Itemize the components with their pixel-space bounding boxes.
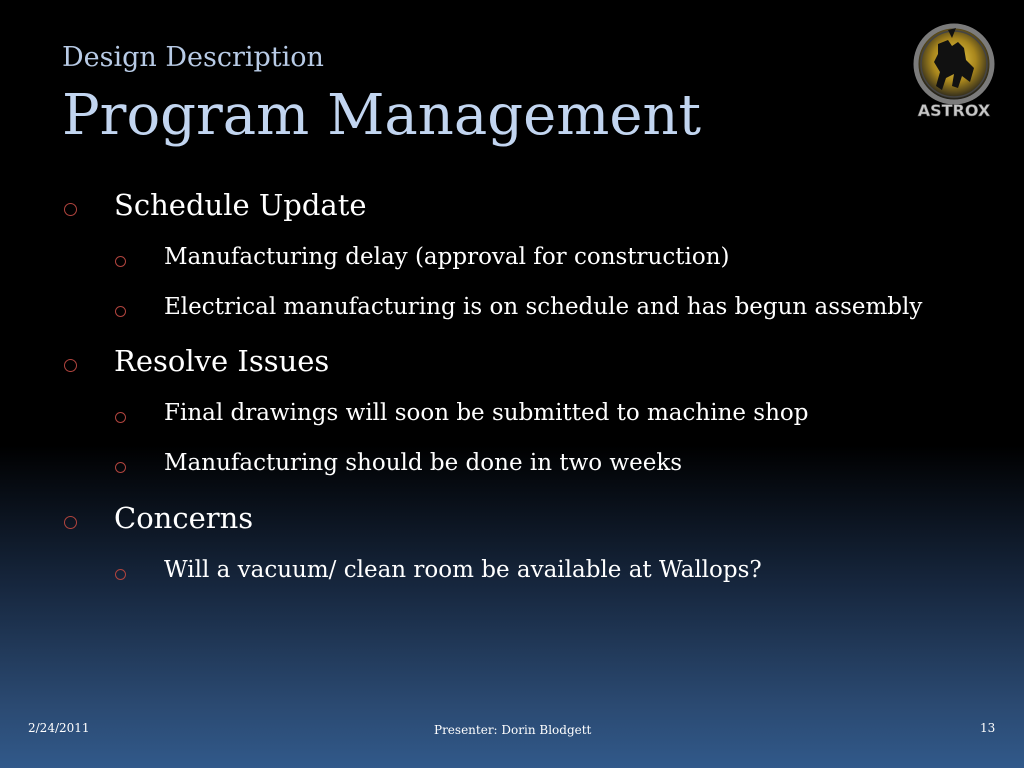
slide-title: Program Management [62,83,702,148]
slide-subtitle: Design Description [62,42,324,73]
sub-bullet-item: Final drawings will soon be submitted to machine shop [164,400,809,426]
bullet-item: Concerns [114,501,254,535]
sub-bullet-marker [115,256,126,267]
bullet-marker [64,203,77,216]
sub-bullet-marker [115,412,126,423]
footer-presenter: Presenter: Dorin Blodgett [434,723,592,737]
footer-date: 2/24/2011 [28,721,90,735]
bullet-marker [64,516,77,529]
logo-text: ASTROX [917,101,991,120]
sub-bullet-marker [115,462,126,473]
footer-page-number: 13 [980,721,996,735]
bullet-item: Resolve Issues [114,344,330,378]
bullet-item: Schedule Update [114,188,367,222]
sub-bullet-item: Manufacturing delay (approval for construction) [164,244,730,270]
bullet-marker [64,359,77,372]
sub-bullet-marker [115,306,126,317]
sub-bullet-item: Manufacturing should be done in two weeks [164,450,683,476]
sub-bullet-item: Electrical manufacturing is on schedule and has begun assembly [164,294,923,320]
sub-bullet-item: Will a vacuum/ clean room be available at Wallops? [164,557,762,583]
sub-bullet-marker [115,569,126,580]
